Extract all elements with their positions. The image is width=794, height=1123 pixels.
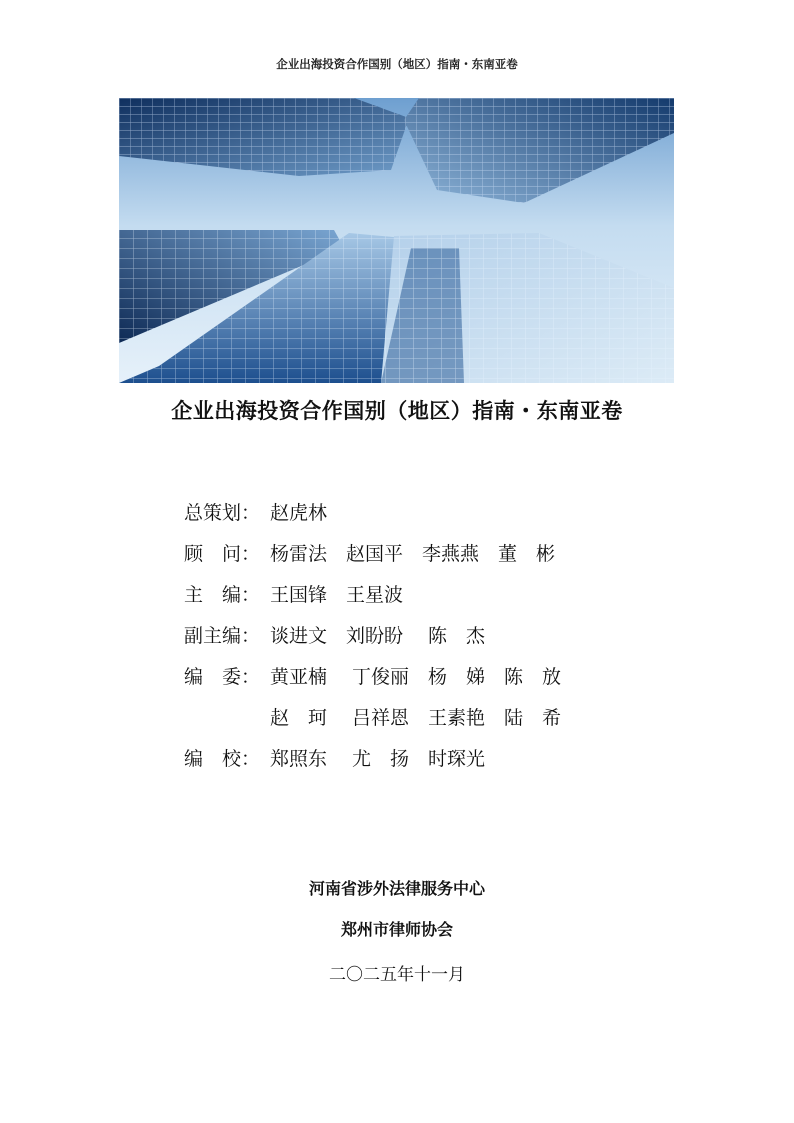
credit-row	[184, 580, 664, 621]
running-header: 企业出海投资合作国别（地区）指南・东南亚卷	[276, 57, 518, 71]
credit-names: 赵 珂 吕祥恩 王素艳 陆 希	[270, 707, 562, 729]
credit-role: 编 委：	[184, 666, 261, 688]
skyscrapers-photo-icon	[119, 98, 674, 383]
credit-names: 杨雷法 赵国平 李燕燕 董 彬	[270, 543, 556, 565]
publisher-name: 郑州市律师协会	[340, 920, 453, 939]
credit-role: 副主编：	[184, 625, 261, 647]
credit-row	[184, 662, 664, 703]
credit-role: 编 校：	[184, 748, 261, 770]
document-title: 企业出海投资合作国别（地区）指南・东南亚卷	[171, 399, 623, 423]
publication-date: 二〇二五年十一月	[329, 965, 465, 985]
credit-row	[184, 621, 664, 662]
credit-row	[184, 703, 664, 744]
credit-names: 王国锋 王星波	[270, 584, 404, 606]
credit-names: 黄亚楠 丁俊丽 杨 娣 陈 放	[270, 666, 562, 688]
credit-role: 顾 问：	[184, 543, 261, 565]
credit-names: 赵虎林	[270, 502, 328, 524]
credits-list	[184, 498, 664, 785]
publisher-name: 河南省涉外法律服务中心	[308, 879, 485, 898]
credit-names: 郑照东 尤 扬 时琛光	[270, 748, 486, 770]
credit-row	[184, 498, 664, 539]
credit-role: 主 编：	[184, 584, 261, 606]
credit-row	[184, 539, 664, 580]
credit-names: 谈进文 刘盼盼 陈 杰	[270, 625, 486, 647]
credit-row	[184, 744, 664, 785]
credit-role: 总策划：	[184, 502, 261, 524]
